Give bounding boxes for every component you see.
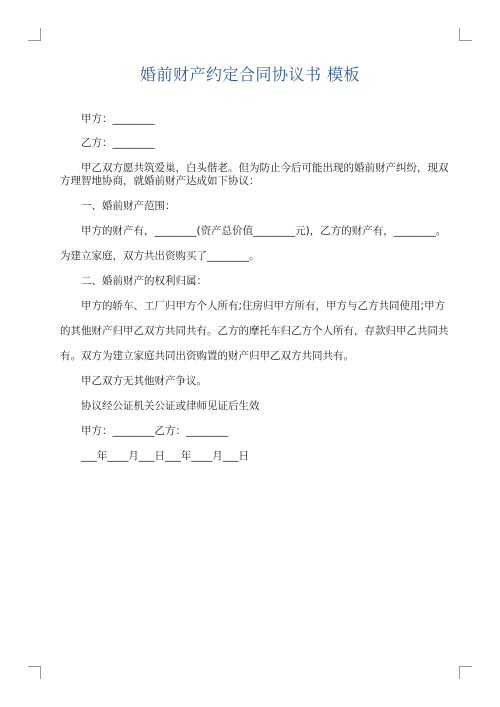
- page-corner-mark: [459, 28, 472, 41]
- paragraph-line: 甲乙双方无其他财产争议。: [81, 375, 207, 387]
- party-b-line: 乙方：________: [81, 137, 155, 149]
- paragraph-line: 方理智地协商，就婚前财产达成如下协议：: [60, 175, 260, 187]
- paragraph-line: 甲乙双方愿共筑爱巢，白头偕老。但为防止今后可能出现的婚前财产纠纷，现双: [81, 162, 449, 174]
- party-a-line: 甲方：________: [81, 113, 155, 125]
- document-body: [60, 113, 449, 463]
- paragraph-line: 为建立家庭，双方共出资购买了________。: [60, 250, 260, 262]
- document-title: 婚前财产约定合同协议书 模板: [139, 65, 361, 84]
- page-corner-mark: [28, 666, 41, 679]
- signature-line: 甲方：________乙方：________: [81, 425, 228, 437]
- paragraph-line: 有。双方为建立家庭共同出资购置的财产归甲乙双方共同共有。: [60, 350, 354, 362]
- date-line: ___年____月___日___年____月___日: [81, 450, 249, 462]
- paragraph-line: 甲方的轿车、工厂归甲方个人所有;住房归甲方所有，甲方与乙方共同使用;甲方: [81, 300, 446, 312]
- section-heading: 一、婚前财产范围：: [81, 200, 176, 212]
- paragraph-line: 甲方的财产有，________(资产总价值________元)，乙方的财产有，________。: [81, 225, 447, 237]
- section-heading: 二、婚前财产的权利归属：: [81, 275, 207, 287]
- page-corner-mark: [459, 666, 472, 679]
- paragraph-line: 协议经公证机关公证或律师见证后生效: [81, 400, 260, 412]
- paragraph-line: 的其他财产归甲乙双方共同共有。乙方的摩托车归乙方个人所有，存款归甲乙共同共: [60, 325, 449, 337]
- page-corner-mark: [28, 28, 41, 41]
